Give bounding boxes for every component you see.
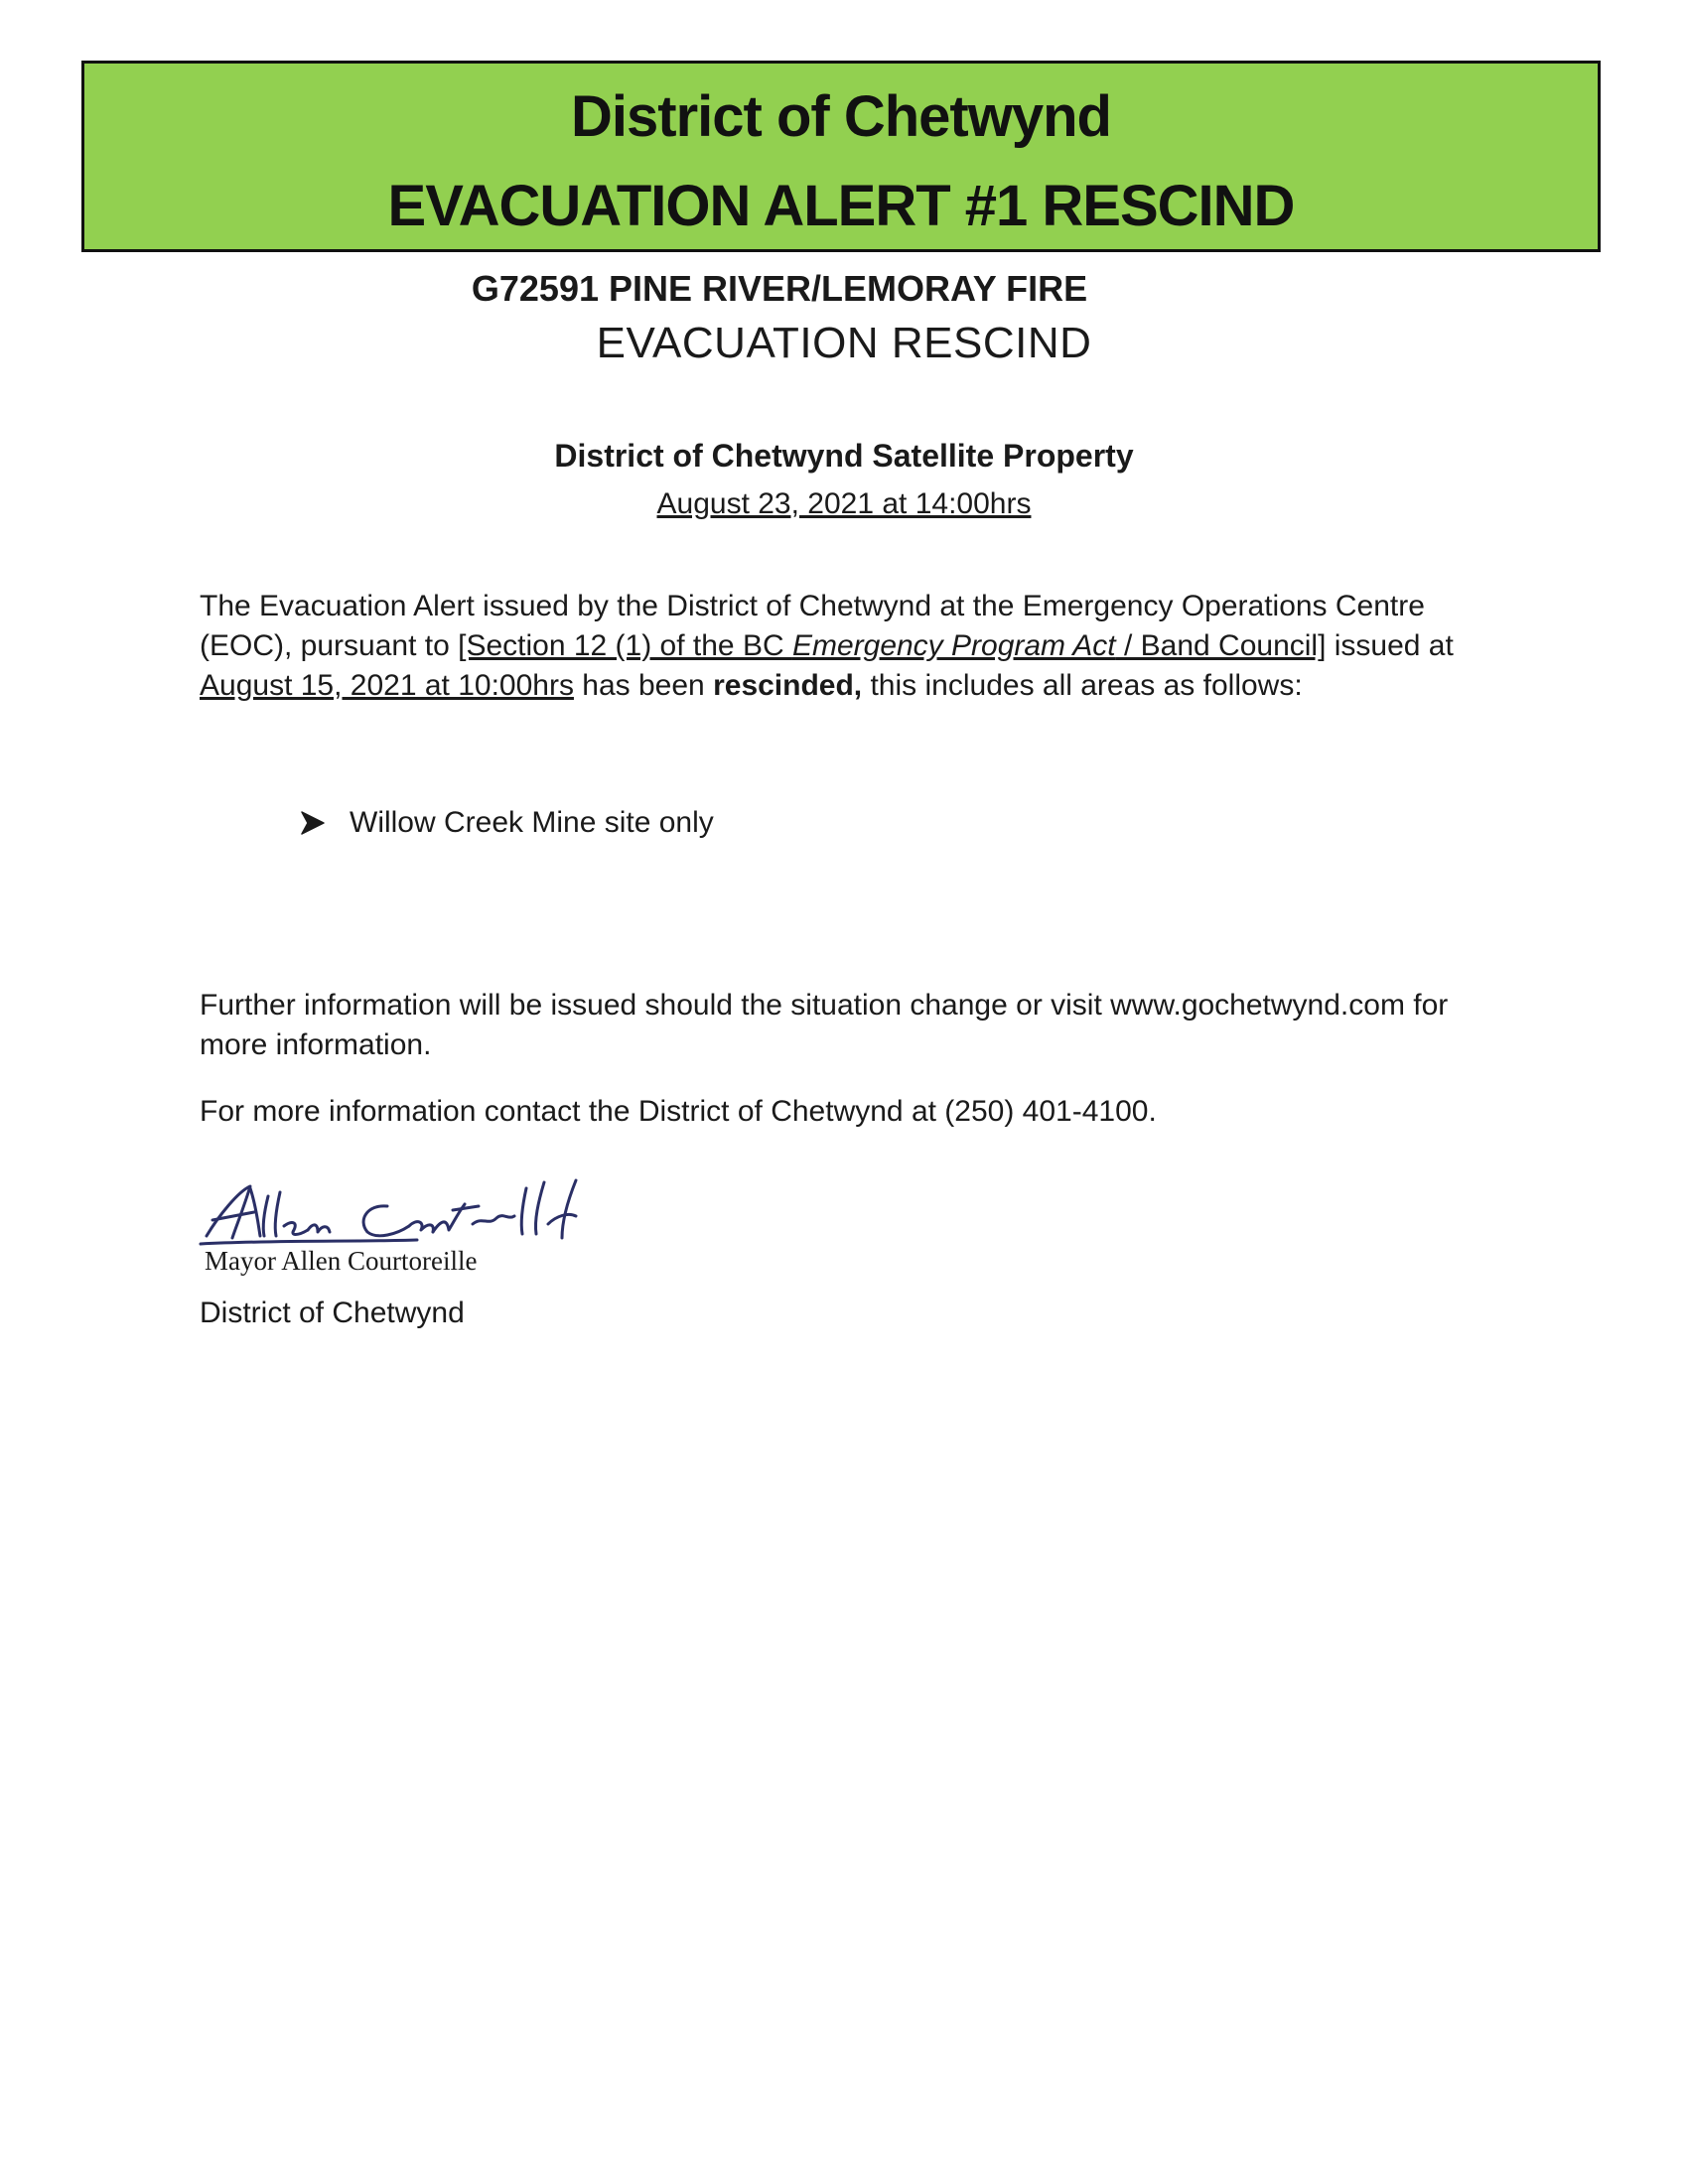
paragraph-text: issued at — [1326, 629, 1454, 662]
paragraph-text: has been — [573, 669, 714, 702]
area-item-text: Willow Creek Mine site only — [350, 806, 714, 839]
alert-banner — [81, 61, 1601, 252]
act-name: Emergency Program Act — [791, 629, 1116, 662]
section-reference — [458, 629, 1326, 662]
section-reference-end: / Band Council] — [1115, 629, 1327, 662]
issue-date — [0, 487, 1688, 521]
further-info-paragraph: Further information will be issued should the situation change or visit www.gochetwynd.com for more information. — [200, 989, 1449, 1061]
fire-name-heading: G72591 PINE RIVER/LEMORAY FIRE — [471, 268, 1088, 309]
banner-district-title: District of Chetwynd — [571, 84, 1111, 149]
banner-alert-title: EVACUATION ALERT #1 RESCIND — [387, 174, 1295, 238]
mayor-name: Mayor Allen Courtoreille — [205, 1246, 478, 1276]
signature-organization: District of Chetwynd — [200, 1297, 465, 1329]
contact-paragraph: For more information contact the District of Chetwynd at (250) 401-4100. — [200, 1095, 1157, 1128]
issue-date-text: August 23, 2021 at 14:00hrs — [656, 487, 1032, 520]
rescind-heading: EVACUATION RESCIND — [596, 319, 1092, 367]
alert-original-date: August 15, 2021 at 10:00hrs — [200, 669, 574, 702]
alert-paragraph — [200, 587, 1490, 706]
property-heading: District of Chetwynd Satellite Property — [554, 438, 1134, 474]
section-reference-start: [Section 12 (1) of the BC — [458, 629, 792, 662]
list-item — [298, 803, 714, 843]
rescinded-word: rescinded, — [713, 669, 863, 702]
arrowhead-bullet-icon — [298, 808, 348, 838]
paragraph-text: The Evacuation Alert issued by the District of Chetwynd at the Emergency Operations Centre (EOC), pursuant to — [200, 590, 1425, 662]
paragraph-text: this includes all areas as follows: — [862, 669, 1303, 702]
